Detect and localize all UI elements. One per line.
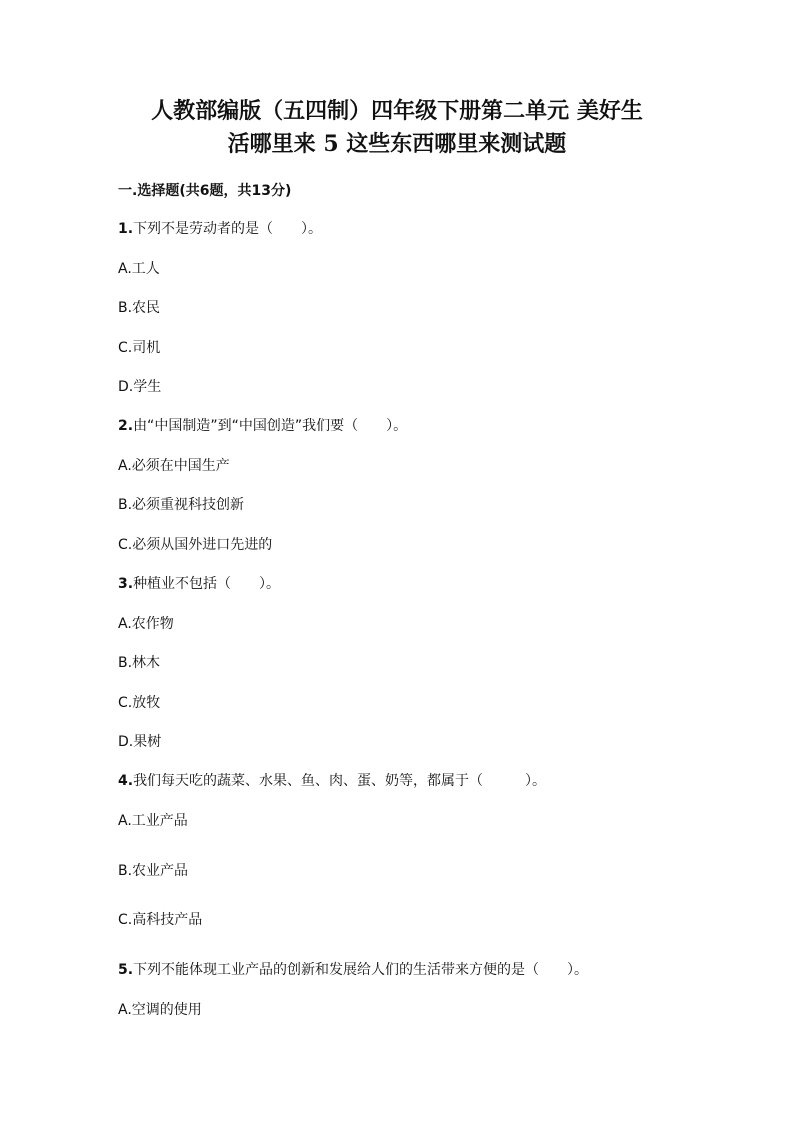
question-text: 我们每天吃的蔬菜、水果、鱼、肉、蛋、奶等，都属于（ ）。 <box>133 773 547 789</box>
question-text: 下列不是劳动者的是（ ）。 <box>133 221 323 237</box>
question-3 <box>118 573 280 593</box>
question-number: 3. <box>118 576 134 592</box>
question-3-option-a: A.农作物 <box>118 616 174 632</box>
question-1-option-a: A.工人 <box>118 261 160 277</box>
question-number: 5. <box>118 962 134 978</box>
question-5-option-a: A.空调的使用 <box>118 1002 202 1018</box>
question-2-option-a: A.必须在中国生产 <box>118 458 230 474</box>
question-1 <box>118 218 322 238</box>
question-text: 种植业不包括（ ）。 <box>133 576 281 592</box>
question-number: 1. <box>118 221 134 237</box>
question-2-option-b: B.必须重视科技创新 <box>118 497 245 513</box>
question-4-option-a: A.工业产品 <box>118 813 188 829</box>
section-heading: 一.选择题(共6题，共13分) <box>118 183 292 199</box>
question-4 <box>118 770 546 790</box>
question-1-option-b: B.农民 <box>118 300 161 316</box>
question-1-option-c: C.司机 <box>118 340 161 356</box>
question-number: 2. <box>118 418 134 434</box>
question-3-option-c: C.放牧 <box>118 695 161 711</box>
question-text: 下列不能体现工业产品的创新和发展给人们的生活带来方便的是（ ）。 <box>133 962 589 978</box>
question-4-option-c: C.高科技产品 <box>118 912 203 928</box>
question-2 <box>118 415 407 435</box>
question-2-option-c: C.必须从国外进口先进的 <box>118 537 273 553</box>
document-title-line-2: 活哪里来 5 这些东西哪里来测试题 <box>227 131 567 157</box>
question-3-option-d: D.果树 <box>118 734 162 750</box>
question-5 <box>118 959 588 979</box>
question-4-option-b: B.农业产品 <box>118 863 189 879</box>
question-number: 4. <box>118 773 134 789</box>
document-title-line-1: 人教部编版（五四制）四年级下册第二单元 美好生 <box>151 98 643 124</box>
question-3-option-b: B.林木 <box>118 655 161 671</box>
question-text: 由“中国制造”到“中国创造”我们要（ ）。 <box>133 418 408 434</box>
question-1-option-d: D.学生 <box>118 379 162 395</box>
